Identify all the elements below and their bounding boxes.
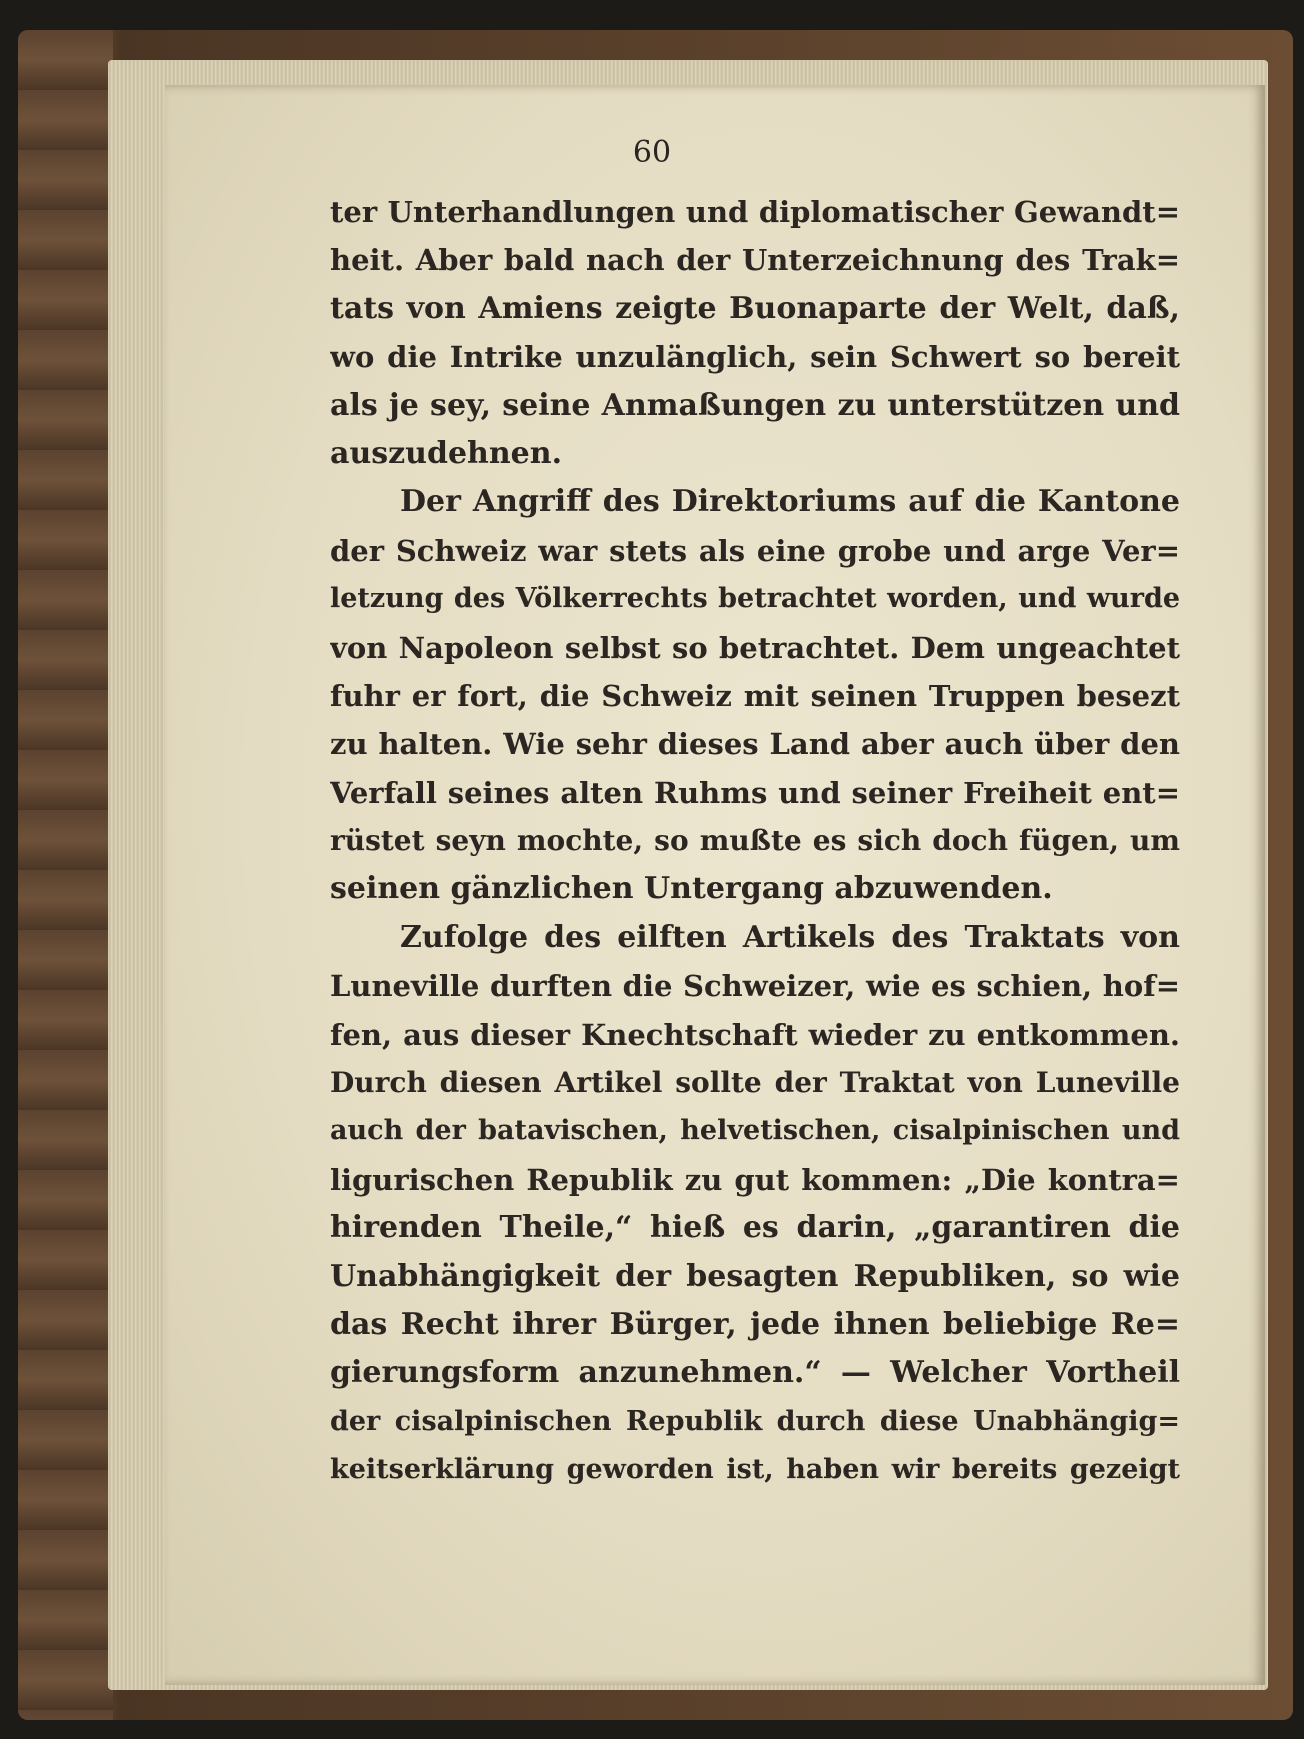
text-line: das Recht ihrer Bürger, jede ihnen beliebige Re= — [330, 1306, 1180, 1342]
text-line: ligurischen Republik zu gut kommen: „Die kontra= — [330, 1162, 1180, 1197]
text-line: rüstet seyn mochte, so mußte es sich doch fügen, um — [330, 824, 1180, 858]
text-line: Luneville durften die Schweizer, wie es schien, hof= — [330, 969, 1180, 1004]
text-line: fuhr er fort, die Schweiz mit seinen Truppen besezt — [330, 678, 1180, 713]
page-number: 60 — [632, 135, 672, 170]
text-line: der cisalpinischen Republik durch diese Unabhängig= — [330, 1405, 1180, 1437]
text-line: auszudehnen. — [330, 435, 563, 471]
text-line: als je sey, seine Anmaßungen zu unterstützen und — [330, 387, 1180, 423]
text-line: fen, aus dieser Knechtschaft wieder zu entkommen. — [330, 1017, 1180, 1052]
text-line: keitserklärung geworden ist, haben wir bereits gezeigt — [330, 1454, 1180, 1486]
text-line: zu halten. Wie sehr dieses Land aber auch über den — [330, 727, 1180, 762]
text-line: Unabhängigkeit der besagten Republiken, so wie — [330, 1258, 1180, 1294]
text-line: Der Angriff des Direktoriums auf die Kantone — [400, 484, 1180, 520]
text-line: gierungsform anzunehmen.“ — Welcher Vortheil — [330, 1355, 1180, 1391]
text-line: heit. Aber bald nach der Unterzeichnung des Trak= — [330, 243, 1180, 278]
text-line: hirenden Theile,“ hieß es darin, „garantiren die — [330, 1210, 1180, 1246]
text-line: wo die Intrike unzulänglich, sein Schwert so bereit — [330, 340, 1180, 375]
text-line: seinen gänzlichen Untergang abzuwenden. — [330, 871, 1053, 907]
body-text — [330, 188, 1180, 1495]
text-line: ter Unterhandlungen und diplomatischer Gewandt= — [330, 195, 1180, 229]
text-line: tats von Amiens zeigte Buonaparte der Welt, daß, — [330, 290, 1180, 326]
text-line: der Schweiz war stets als eine grobe und arge Ver= — [330, 533, 1180, 568]
text-line: auch der batavischen, helvetischen, cisalpinischen und — [330, 1115, 1180, 1147]
text-line: Verfall seines alten Ruhms und seiner Freiheit ent= — [330, 775, 1180, 810]
book-spine — [18, 30, 113, 1720]
text-line: von Napoleon selbst so betrachtet. Dem ungeachtet — [330, 630, 1180, 665]
text-line: Durch diesen Artikel sollte der Traktat von Luneville — [330, 1066, 1180, 1100]
text-line: Zufolge des eilften Artikels des Traktats von — [400, 919, 1180, 955]
text-line: letzung des Völkerrechts betrachtet worden, und wurde — [330, 583, 1180, 615]
